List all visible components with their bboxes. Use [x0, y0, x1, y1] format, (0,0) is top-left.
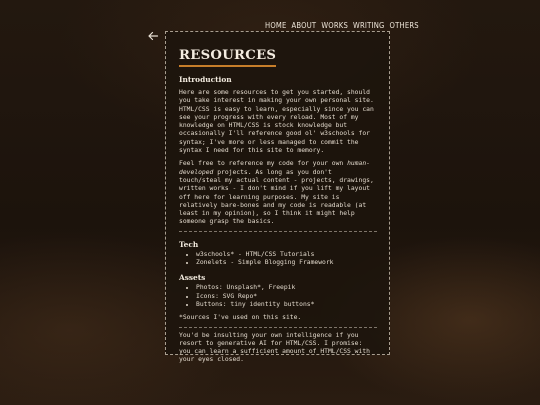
assets-heading: Assets [179, 273, 206, 283]
tech-heading: Tech [179, 239, 199, 249]
nav-others-link[interactable]: OTHERS [389, 21, 419, 30]
intro-p2-emphasis: human-developed [179, 160, 370, 176]
section-divider [179, 327, 377, 328]
nav-works-link[interactable]: WORKS [321, 21, 349, 30]
assets-list [179, 284, 377, 309]
intro-paragraph-1: Here are some resources to get you started, should you take interest in making your own personal site. HTML/CSS is easy to learn, especially since you can see your progress with every reload. Most of my knowledge on HTML/CSS is stock knowledge but occasionally I'll reference good ol' w3schools for syntax; I've more or less managed to commit the syntax I need for this site to memory. [179, 89, 374, 155]
top-nav [265, 21, 419, 30]
intro-p2-text-end: projects. As long as you don't touch/steal my actual content - projects, drawings, written works - I don't mind if you lift my layout off here for learning purposes. My site is relatively bare-bones and my code is readable (at least in my opinion), so I think it might help someone grasp the basics. [179, 168, 374, 226]
closing-paragraph: You'd be insulting your own intelligence if you resort to generative AI for HTML/CSS. I promise: you can learn a sufficient amount of HTML/CSS with your eyes closed. [179, 331, 370, 364]
nav-home-link[interactable]: HOME [265, 21, 287, 30]
sources-note: *Sources I've used on this site. [179, 314, 302, 322]
nav-writing-link[interactable]: WRITING [353, 21, 385, 30]
page-title: RESOURCES [179, 48, 276, 67]
intro-heading: Introduction [179, 75, 232, 84]
tech-list [179, 251, 377, 268]
assets-item-icons[interactable]: • Icons: SVG Repo* [196, 293, 377, 301]
tech-item-zonelets[interactable]: • Zonelets - Simple Blogging Framework [196, 259, 377, 267]
tech-item-w3schools[interactable]: • w3schools* - HTML/CSS Tutorials [196, 251, 377, 259]
intro-paragraph-2 [179, 160, 377, 226]
arrow-left-icon[interactable] [147, 27, 159, 39]
intro-p2-text-start: Feel free to reference my code for your own [179, 160, 348, 168]
section-divider [179, 231, 377, 232]
assets-item-buttons[interactable]: • Buttons: tiny identity buttons* [196, 301, 377, 309]
resources-panel [165, 31, 390, 364]
nav-about-link[interactable]: ABOUT [291, 21, 317, 30]
assets-item-photos[interactable]: • Photos: Unsplash*, Freepik [196, 284, 377, 292]
